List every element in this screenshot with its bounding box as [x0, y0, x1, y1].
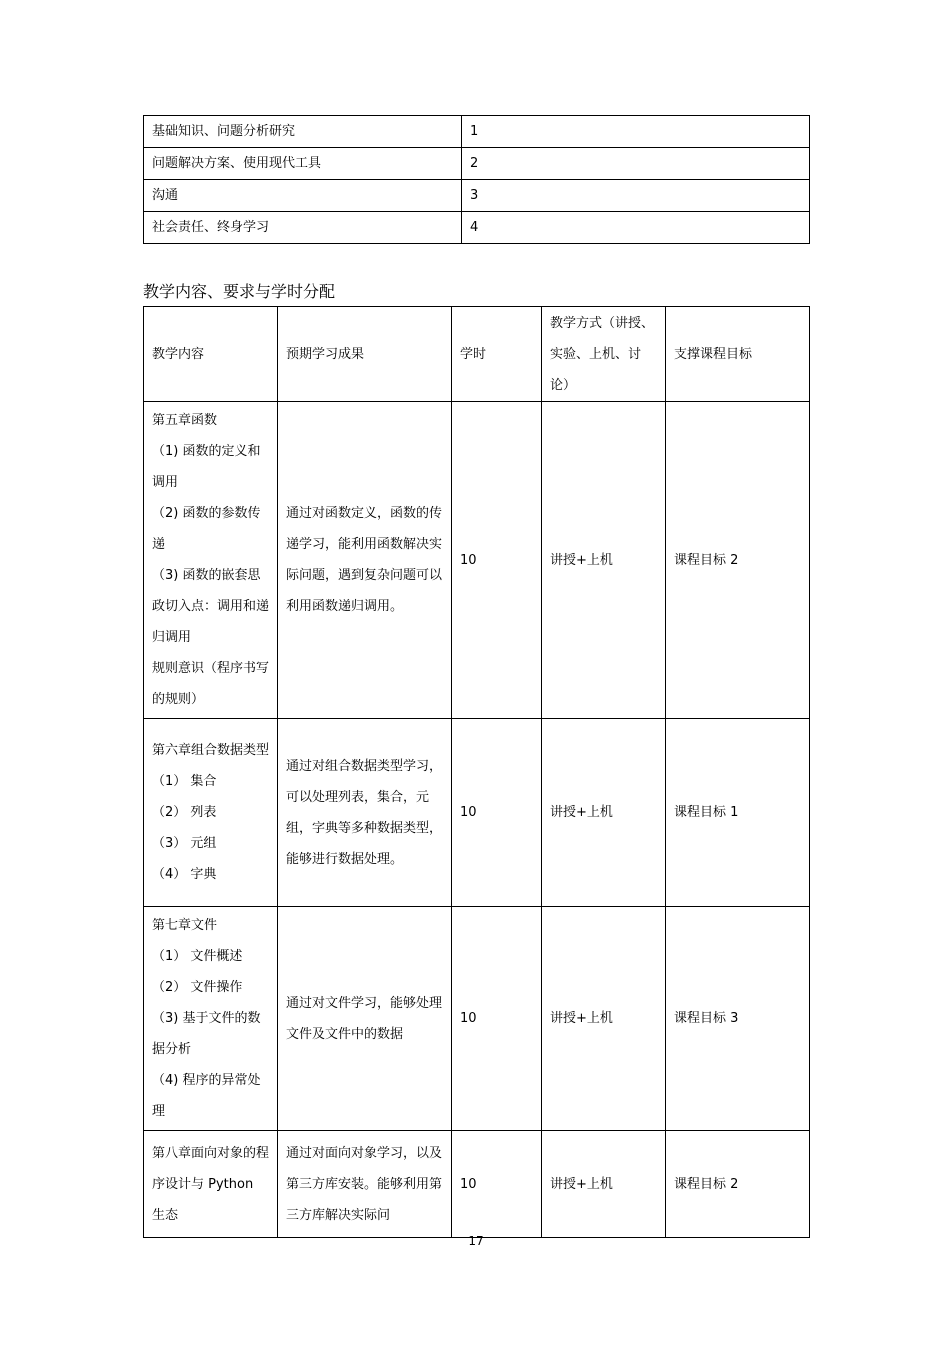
- table-header-row: [144, 307, 810, 402]
- goal-cell: 课程目标 2: [666, 402, 810, 719]
- method-cell: 讲授+上机: [542, 907, 666, 1131]
- hours-cell: 10: [452, 907, 542, 1131]
- table-row: [144, 180, 810, 212]
- outcome-table: [143, 115, 810, 244]
- content-cell: [144, 719, 278, 907]
- outcome-cell: 通过对组合数据类型学习，可以处理列表，集合，元组，字典等多种数据类型，能够进行数据处理。: [278, 719, 452, 907]
- header-goal: 支撑课程目标: [666, 307, 810, 402]
- outcome-value: 3: [462, 180, 810, 212]
- content-line: （1） 文件概述: [152, 949, 243, 964]
- content-table: [143, 306, 810, 1238]
- hours-cell: 10: [452, 719, 542, 907]
- goal-cell: 课程目标 2: [666, 1131, 810, 1238]
- outcome-label: 社会责任、终身学习: [144, 212, 462, 244]
- outcome-value: 2: [462, 148, 810, 180]
- outcome-label: 基础知识、问题分析研究: [144, 116, 462, 148]
- table-row: [144, 719, 810, 907]
- outcome-cell: 通过对文件学习，能够处理文件及文件中的数据: [278, 907, 452, 1131]
- outcome-value: 1: [462, 116, 810, 148]
- content-line: （1) 函数的定义和调用: [152, 444, 261, 490]
- content-line: （1） 集合: [152, 774, 217, 789]
- content-cell: [144, 907, 278, 1131]
- header-outcome: 预期学习成果: [278, 307, 452, 402]
- content-line: （4) 程序的异常处理: [152, 1073, 261, 1119]
- content-line: （3） 元组: [152, 836, 217, 851]
- table-row: [144, 212, 810, 244]
- outcome-label: 沟通: [144, 180, 462, 212]
- content-line: 第五章函数: [152, 413, 218, 428]
- content-line: （2) 函数的参数传递: [152, 506, 261, 552]
- content-line: （2） 列表: [152, 805, 217, 820]
- method-cell: 讲授+上机: [542, 1131, 666, 1238]
- section-heading: 教学内容、要求与学时分配: [143, 282, 336, 301]
- table-row: [144, 402, 810, 719]
- method-cell: 讲授+上机: [542, 719, 666, 907]
- content-cell: [144, 1131, 278, 1238]
- table-row: [144, 907, 810, 1131]
- content-line: （3) 函数的嵌套思政切入点：调用和递归调用: [152, 568, 270, 645]
- content-line: 第六章组合数据类型: [152, 743, 270, 758]
- hours-cell: 10: [452, 1131, 542, 1238]
- header-content: 教学内容: [144, 307, 278, 402]
- content-cell: [144, 402, 278, 719]
- content-line: （2） 文件操作: [152, 980, 243, 995]
- method-cell: 讲授+上机: [542, 402, 666, 719]
- table-row: [144, 1131, 810, 1238]
- content-line: （4） 字典: [152, 867, 217, 882]
- outcome-cell: 通过对函数定义，函数的传递学习，能利用函数解决实际问题，遇到复杂问题可以利用函数递归调用。: [278, 402, 452, 719]
- content-line: 第七章文件: [152, 918, 218, 933]
- outcome-label: 问题解决方案、使用现代工具: [144, 148, 462, 180]
- goal-cell: 课程目标 3: [666, 907, 810, 1131]
- header-method: 教学方式（讲授、实验、上机、讨论）: [542, 307, 666, 402]
- header-hours: 学时: [452, 307, 542, 402]
- page-number: 17: [468, 1234, 484, 1248]
- content-line: （3) 基于文件的数据分析: [152, 1011, 261, 1057]
- hours-cell: 10: [452, 402, 542, 719]
- table-row: [144, 116, 810, 148]
- outcome-value: 4: [462, 212, 810, 244]
- content-line: 规则意识（程序书写的规则）: [152, 661, 270, 707]
- table-row: [144, 148, 810, 180]
- goal-cell: 课程目标 1: [666, 719, 810, 907]
- content-line: 第八章面向对象的程序设计与 Python 生态: [152, 1145, 270, 1223]
- outcome-cell: 通过对面向对象学习，以及第三方库安装。能够利用第三方库解决实际问: [278, 1131, 452, 1238]
